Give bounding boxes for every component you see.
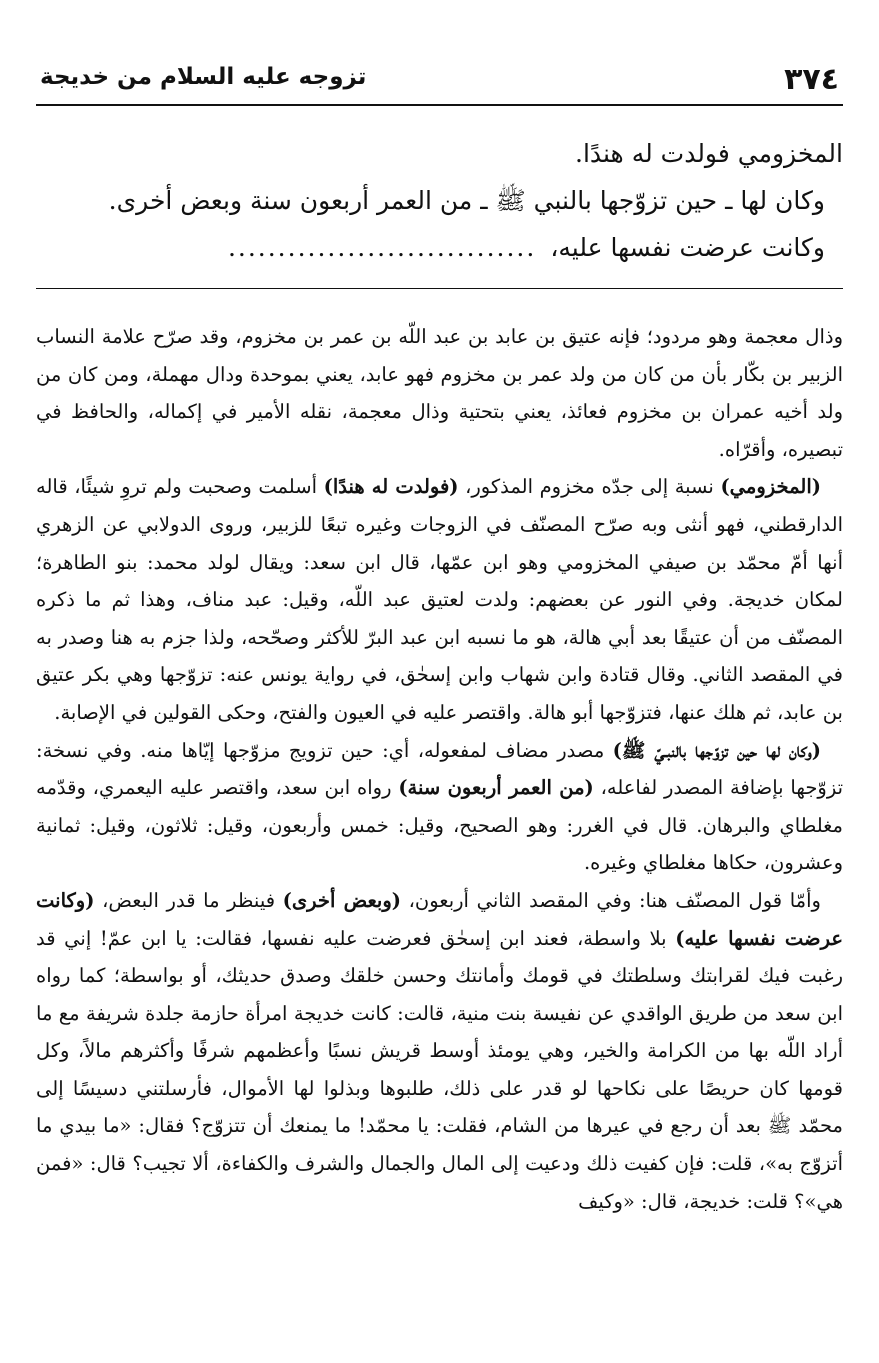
- matn-line-1: المخزومي فولدت له هندًا.: [575, 139, 843, 168]
- page-header: [36, 58, 843, 102]
- commentary-paragraph-3: [36, 732, 843, 882]
- quoted-phrase: (وبعض أخرى): [282, 888, 401, 912]
- commentary-text-run: مصدر مضاف لمفعوله، أي: حين تزويج مزوّجها إيّاها منه. وفي نسخة: تزوّجها بإضافة المصدر لفاعله،: [36, 738, 844, 800]
- commentary-paragraph-1: وذال معجمة وهو مردود؛ فإنه عتيق بن عابد بن عبد اللّه بن عمر بن مخزوم، وقد صرّح علامة النساب الزبير بن بكّار بأن من كان من ولد عمر بن مخزوم فهو عابد، يعني بموحدة ودال مهملة، ومن كان من ولد أخيه عمران بن مخزوم فعائذ، يعني بتحتية وذال معجمة، نقله الأمير في إكماله، والحافظ في تبصيره، وأقرّاه.: [36, 325, 843, 461]
- quoted-phrase: (المخزومي): [720, 475, 821, 499]
- matn-line-3: [36, 224, 843, 271]
- commentary-text-run: فينظر ما قدر البعض،: [94, 888, 283, 912]
- commentary-text-run: وأمّا قول المصنّف هنا: وفي المقصد الثاني أربعون،: [400, 888, 821, 912]
- commentary-text-run: بلا واسطة، فعند ابن إسحٰق فعرضت عليه نفسها، فقالت: يا ابن عمّ! إني قد رغبت فيك لقرابتك وسلطتك في قومك وأمانتك وحسن خلقك وصدق حديثك، أو بواسطة؛ كما رواه ابن سعد من طريق الواقدي عن نفيسة بنت منية، قالت: كانت خديجة امرأة حازمة جلدة شريفة مع ما أراد اللّه بها من الكرامة والخير، وهي يومئذ أوسط قريش نسبًا وأعظمهم شرفًا وأكثرهم مالاً، وكل قومها كان حريصًا على نكاحها لو قدر على ذلك، طلبوها وبذلوا لها الأموال، فأرسلتني دسيسًا إلى محمّد ﷺ بعد أن رجع في عيرها من الشام، فقلت: يا محمّد! ما يمنعك أن تتزوّج؟ فقال: «ما بيدي ما أتزوّج به»، قلت: فإن كفيت ذلك ودعيت إلى المال والجمال والشرف والكفاءة، ألا تجيب؟ قال: «فمن هي»؟ قلت: خديجة، قال: «وكيف: [36, 926, 843, 1213]
- commentary-text: [36, 318, 843, 1220]
- ellipsis-dots: ...............................: [227, 233, 537, 262]
- separator-rule: [36, 288, 843, 289]
- header-rule: [36, 104, 843, 106]
- commentary-text-run: رواه ابن سعد، واقتصر عليه اليعمري، وقدّمه مغلطاي والبرهان. قال في الغرر: وهو الصحيح، وقيل: خمس وأربعون، وقيل: ثلاثون، وقيل: ثمانية وعشرون، حكاها مغلطاي وغيره.: [36, 776, 843, 875]
- running-title: تزوجه عليه السلام من خديجة: [40, 64, 367, 90]
- commentary-text-run: نسبة إلى جدّه مخزوم المذكور،: [458, 475, 721, 499]
- matn-text: [36, 130, 843, 271]
- commentary-paragraph-4: [36, 882, 843, 1220]
- quoted-phrase: (وكان لها حين تزوّجها بالنبـيّ ﷺ): [612, 738, 821, 762]
- quoted-phrase: (من العمر أربعون سنة): [398, 776, 594, 800]
- quoted-phrase: (فولدت له هندًا): [323, 475, 459, 499]
- matn-line-2: وكان لها ـ حين تزوّجها بالنبي ﷺ ـ من العمر أربعون سنة وبعض أخرى.: [108, 186, 825, 215]
- commentary-paragraph-2: [36, 468, 843, 731]
- quoted-phrase: (وكانت عرضت نفسها عليه): [36, 888, 844, 950]
- page-number: ٣٧٤: [784, 62, 839, 97]
- matn-line-3-text: وكانت عرضت نفسها عليه،: [550, 233, 825, 262]
- commentary-text-run: أسلمت وصحبت ولم تروِ شيئًا، قاله الدارقطني، فهو أنثى وبه صرّح المصنّف في الزوجات وغيره تبعًا للزبير، وروى الدولابي عن الزهري أنها أمّ محمّد بن صيفي المخزومي وهو ابن عمّها، قال ابن سعد: ويقال لولد محمد: بنو الطاهرة؛ لمكان خديجة. وفي النور عن بعضهم: ولدت لعتيق عبد اللّه، وقيل: عبد مناف، وهذا ثم ما ذكره المصنّف من أن عتيقًا بعد أبي هالة، هو ما نسبه ابن عبد البرّ للأكثر وصحّحه، ولذا جزم به هنا وصدر به في المقصد الثاني. وقال قتادة وابن شهاب وابن إسحٰق، في رواية يونس عنه: تزوّجها وهي بكر عتيق بن عابد، ثم هلك عنها، فتزوّجها أبو هالة. واقتصر عليه في العيون والفتح، وحكى القولين في الإصابة.: [36, 475, 843, 724]
